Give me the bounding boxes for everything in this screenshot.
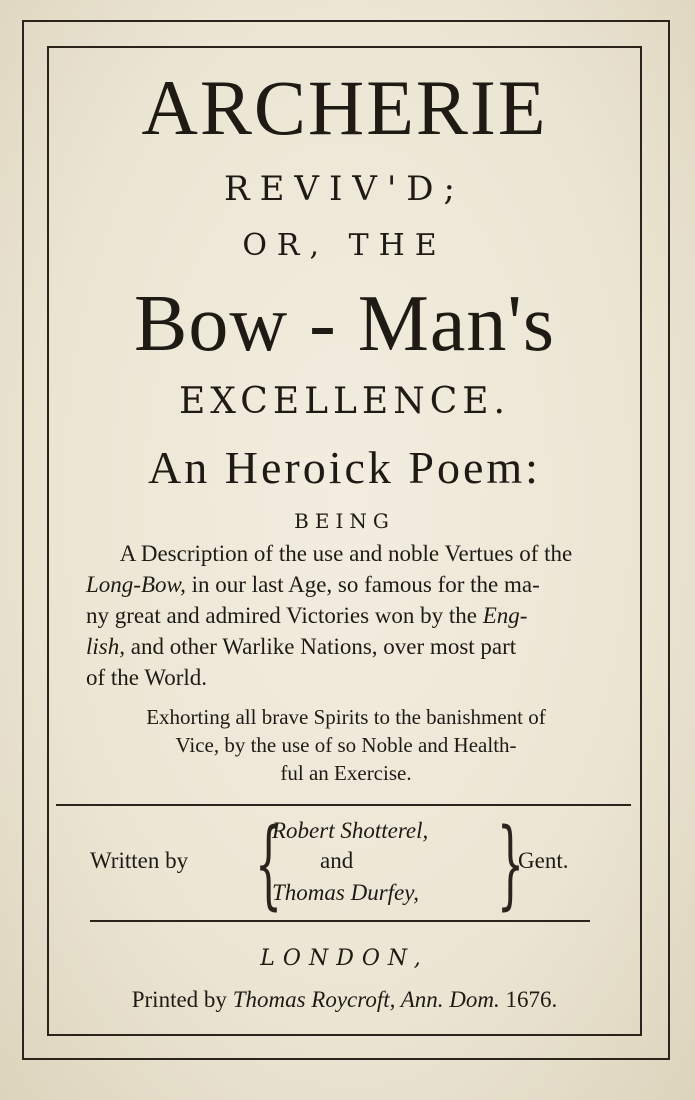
imprint-line [47, 984, 642, 1016]
imprint-city: LONDON, [260, 946, 429, 971]
description-line-3 [60, 600, 658, 631]
description-line-1 [60, 538, 632, 569]
author-and: and [320, 848, 354, 873]
printed-by-label: Printed by [131, 987, 233, 1012]
title-archerie: ARCHERIE [141, 64, 548, 151]
english-italic-part1: Eng- [482, 603, 528, 628]
title-revived: REVIV'D; [223, 169, 466, 209]
exhortation-line-2: Vice, by the use of so Noble and Health- [175, 733, 517, 757]
description-line-4-text: and other Warlike Nations, over most part [124, 634, 517, 659]
rule-upper [56, 804, 631, 806]
title-bowmans: Bow - Man's [134, 280, 555, 368]
description-line-2-text: in our last Age, so famous for the ma- [185, 572, 540, 597]
exhortation-line-1: Exhorting all brave Spirits to the banishment of [146, 705, 546, 729]
title-or-the: OR, THE [242, 228, 447, 263]
long-bow-italic: Long-Bow, [86, 572, 186, 597]
rule-lower [90, 920, 590, 922]
english-italic-part2: lish, [86, 634, 125, 659]
imprint-year: 1676. [499, 987, 558, 1012]
title-heroick-poem: An Heroick Poem: [148, 442, 541, 493]
description-line-4 [60, 631, 658, 662]
description-line-2 [60, 569, 658, 600]
gent-label: Gent. [518, 848, 569, 873]
author-thomas-durfey: Thomas Durfey, [272, 880, 419, 905]
authorship-block [60, 808, 632, 920]
title-excellence: EXCELLENCE. [179, 381, 510, 422]
description-line-5 [60, 662, 658, 693]
being-heading: BEING [294, 509, 395, 533]
left-brace: { [254, 808, 283, 920]
author-robert-shotterel: Robert Shotterel, [272, 818, 429, 843]
printer-name: Thomas Roycroft, Ann. Dom. [232, 987, 500, 1012]
exhortation-line-3: ful an Exercise. [280, 761, 412, 785]
description-line-3-text: ny great and admired Victories won by the [86, 603, 483, 628]
right-brace: } [496, 808, 525, 920]
description-line-5-text: of the World. [86, 665, 208, 690]
written-by-label: Written by [90, 848, 189, 873]
description-line-1-text: A Description of the use and noble Vertues of the [119, 541, 573, 566]
